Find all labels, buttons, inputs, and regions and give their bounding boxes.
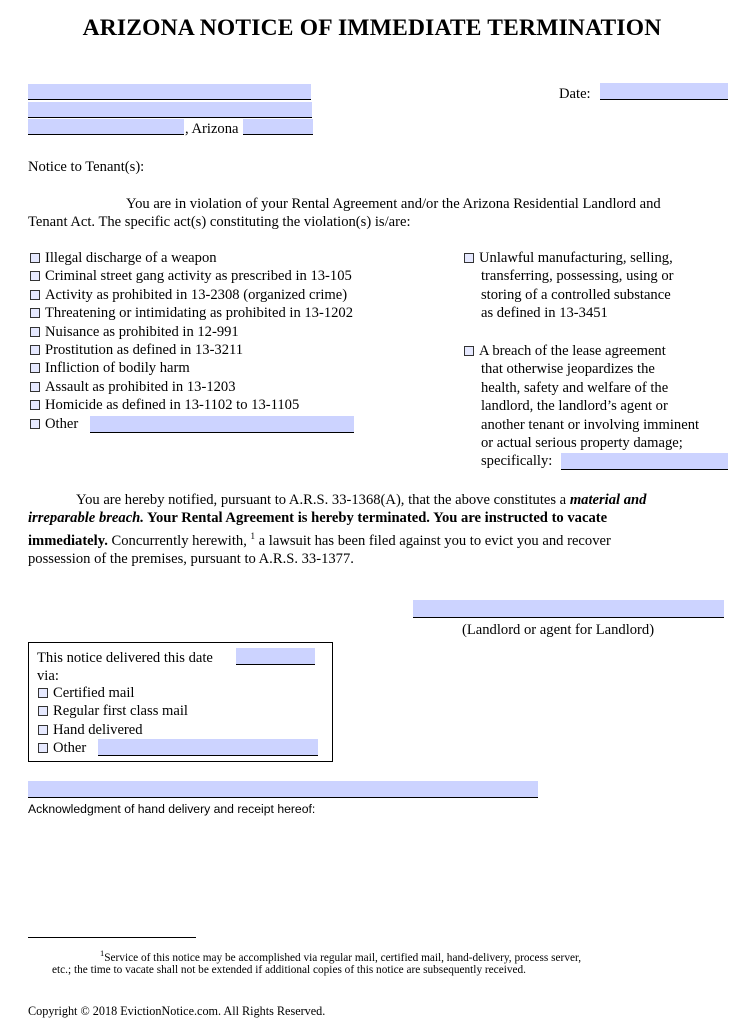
page-title: ARIZONA NOTICE OF IMMEDIATE TERMINATION	[82, 15, 662, 41]
copyright: Copyright © 2018 EvictionNotice.com. All Rights Reserved.	[28, 1004, 326, 1018]
checkbox[interactable]	[464, 253, 474, 263]
checkbox[interactable]	[30, 382, 40, 392]
landlord-signature-field[interactable]	[413, 600, 724, 618]
date-field[interactable]	[600, 83, 728, 100]
checkbox[interactable]	[464, 346, 474, 356]
footnote-divider	[28, 937, 196, 938]
checkbox[interactable]	[30, 271, 40, 281]
list-item: Criminal street gang activity as prescribed in 13-105	[30, 267, 353, 285]
list-item: Nuisance as prohibited in 12-991	[30, 323, 353, 341]
list-item: Hand delivered	[38, 721, 188, 739]
landlord-address-field[interactable]	[28, 102, 312, 118]
list-item: Other	[30, 415, 353, 433]
date-label: Date:	[559, 86, 591, 102]
city-field[interactable]	[28, 119, 184, 135]
arizona-label: , Arizona	[185, 121, 239, 137]
acknowledgment-signature-field[interactable]	[28, 781, 538, 798]
via-label: via:	[37, 668, 59, 684]
checkbox[interactable]	[30, 308, 40, 318]
zip-field[interactable]	[243, 119, 313, 135]
list-item: Regular first class mail	[38, 702, 188, 720]
checkbox[interactable]	[30, 253, 40, 263]
list-item: Activity as prohibited in 13-2308 (organized crime)	[30, 286, 353, 304]
list-item: Other	[38, 739, 188, 757]
violation-intro-line2: Tenant Act. The specific act(s) constituting the violation(s) is/are:	[28, 214, 411, 230]
other-violation-field[interactable]	[90, 416, 354, 433]
acknowledgment-label: Acknowledgment of hand delivery and receipt hereof:	[28, 802, 316, 816]
checkbox[interactable]	[30, 363, 40, 373]
notice-paragraph: You are hereby notified, pursuant to A.R.S. 33-1368(A), that the above constitutes a material and irreparable breach. Your Rental Agreement is hereby terminated. You are instructed to vacate immediately. Concurrently herewith, $^1$ a lawsuit has been filed against you to evict you and recover possession of the premises, pursuant to A.R.S. 33-1377.	[28, 492, 647, 568]
checkbox[interactable]	[30, 419, 40, 429]
list-item: Prostitution as defined in 13-3211	[30, 341, 353, 359]
violation-intro-line1: You are in violation of your Rental Agreement and/or the Arizona Residential Landlord and	[126, 196, 661, 212]
list-item: Infliction of bodily harm	[30, 359, 353, 377]
checkbox[interactable]	[30, 327, 40, 337]
lease-breach-violation: A breach of the lease agreement that otherwise jeopardizes the health, safety and welfare of the landlord, the landlord’s agent or another tenant or involving imminent or actual serious property damage; specifically:	[464, 342, 699, 471]
checkbox[interactable]	[30, 290, 40, 300]
checkbox[interactable]	[30, 400, 40, 410]
violations-left-list	[30, 249, 353, 433]
list-item: Illegal discharge of a weapon	[30, 249, 353, 267]
footnote-line2: etc.; the time to vacate shall not be extended if additional copies of this notice are subsequently received.	[52, 964, 526, 976]
landlord-signature-label: (Landlord or agent for Landlord)	[462, 622, 655, 638]
checkbox[interactable]	[38, 725, 48, 735]
specifically-field[interactable]	[561, 453, 728, 470]
checkbox[interactable]	[38, 743, 48, 753]
list-item: Homicide as defined in 13-1102 to 13-1105	[30, 396, 353, 414]
list-item: Certified mail	[38, 684, 188, 702]
delivery-box	[28, 642, 333, 762]
delivery-other-field[interactable]	[98, 739, 318, 756]
delivery-date-field[interactable]	[236, 648, 315, 665]
notice-to-tenants-label: Notice to Tenant(s):	[28, 159, 145, 175]
specifically-label: specifically:	[481, 453, 553, 470]
footnote-line1: $^1$Service of this notice may be accomplished via regular mail, certified mail, hand-delivery, process server,	[100, 948, 582, 964]
substance-violation: Unlawful manufacturing, selling, transferring, possessing, using or storing of a controlled substance as defined in 13-3451	[464, 249, 674, 323]
landlord-name-field[interactable]	[28, 84, 311, 100]
checkbox[interactable]	[30, 345, 40, 355]
delivery-date-label: This notice delivered this date	[37, 650, 213, 666]
checkbox[interactable]	[38, 706, 48, 716]
list-item: Assault as prohibited in 13-1203	[30, 378, 353, 396]
list-item: Threatening or intimidating as prohibited in 13-1202	[30, 304, 353, 322]
checkbox[interactable]	[38, 688, 48, 698]
